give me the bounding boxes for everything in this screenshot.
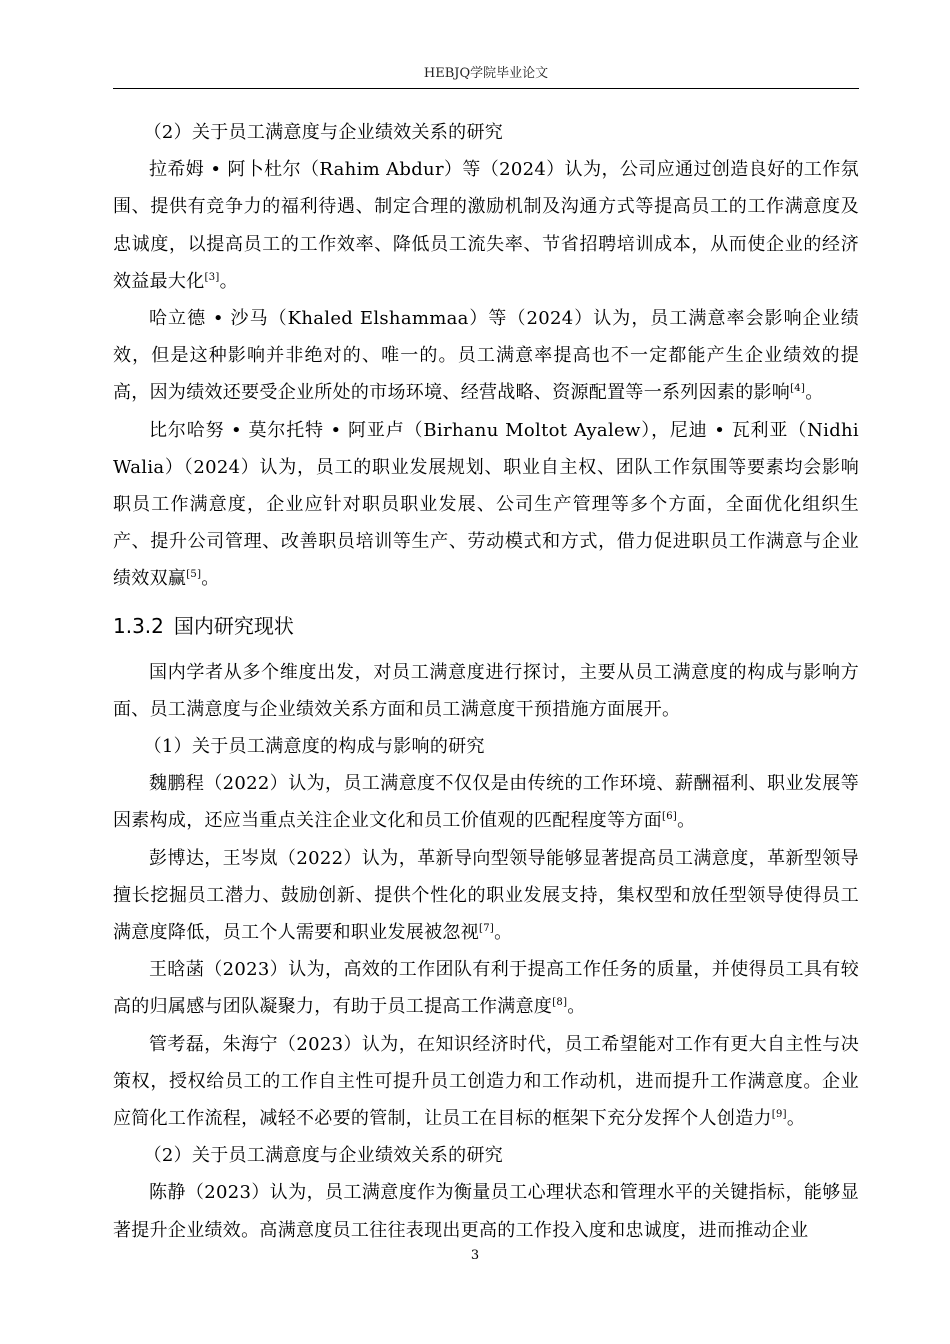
body-paragraph bbox=[113, 1026, 859, 1138]
paragraph-text: （2）关于员工满意度与企业绩效关系的研究 bbox=[143, 1145, 504, 1167]
paragraph-text: 拉希姆 • 阿卜杜尔（Rahim Abdur）等（2024）认为，公司应通过创造良好的工作氛围、提供有竞争力的福利待遇、制定合理的激励机制及沟通方式等提高员工的工作满意度及忠诚度，以提高员工的工作效率、降低员工流失率、节省招聘培训成本，从而使企业的经济效益最大化 bbox=[113, 159, 859, 292]
paragraph-text: 国内学者从多个维度出发，对员工满意度进行探讨，主要从员工满意度的构成与影响方面、员工满意度与企业绩效关系方面和员工满意度干预措施方面展开。 bbox=[113, 661, 859, 720]
paragraph-tail: 。 bbox=[677, 810, 696, 832]
paragraph-text: 陈静（2023）认为，员工满意度作为衡量员工心理状态和管理水平的关键指标，能够显著提升企业绩效。高满意度员工往往表现出更高的工作投入度和忠诚度，进而推动企业 bbox=[113, 1182, 859, 1241]
body-paragraph bbox=[113, 412, 859, 598]
paragraph-text: 比尔哈努 • 莫尔托特 • 阿亚卢（Birhanu Moltot Ayalew），尼迪 • 瓦利亚（Nidhi Walia）（2024）认为，员工的职业发展规划、职业自主权、团队工作氛围等要素均会影响职员工作满意度，企业应针对职员职业发展、公司生产管理等多个方面，全面优化组织生产、提升公司管理、改善职员培训等生产、劳动模式和方式，借力促进职员工作满意与企业绩效双赢 bbox=[113, 419, 859, 590]
paragraph-text: 管考磊，朱海宁（2023）认为，在知识经济时代，员工希望能对工作有更大自主性与决策权，授权给员工的工作自主性可提升员工创造力和工作动机，进而提升工作满意度。企业应简化工作流程，减轻不必要的管制，让员工在目标的框架下充分发挥个人创造力 bbox=[113, 1033, 859, 1130]
paragraph-text: （2）关于员工满意度与企业绩效关系的研究 bbox=[143, 122, 504, 143]
paragraph-text: 彭博达，王岑岚（2022）认为，革新导向型领导能够显著提高员工满意度，革新型领导擅长挖掘员工潜力、鼓励创新、提供个性化的职业发展支持，集权型和放任型领导使得员工满意度降低，员工个人需要和职业发展被忽视 bbox=[113, 847, 859, 944]
body-paragraph bbox=[113, 840, 859, 952]
paragraph-group-foreign-research bbox=[113, 114, 859, 598]
paragraph-tail: 。 bbox=[494, 922, 513, 944]
body-paragraph bbox=[113, 951, 859, 1025]
paragraph-tail: 。 bbox=[219, 270, 238, 292]
paragraph-group-domestic-research bbox=[113, 654, 859, 1249]
body-paragraph bbox=[113, 765, 859, 839]
body-paragraph bbox=[113, 300, 859, 412]
page-body bbox=[113, 114, 859, 1249]
citation-ref: [7] bbox=[479, 923, 495, 935]
paragraph-text: （1）关于员工满意度的构成与影响的研究 bbox=[143, 736, 485, 758]
section-title: 国内研究现状 bbox=[173, 613, 294, 638]
paragraph-tail: 。 bbox=[805, 382, 824, 404]
citation-ref: [5] bbox=[186, 569, 202, 581]
section-heading bbox=[113, 598, 859, 654]
citation-ref: [3] bbox=[204, 271, 220, 283]
citation-ref: [8] bbox=[552, 997, 568, 1009]
page-header: HEBJQ学院毕业论文 bbox=[423, 66, 549, 81]
subsection-heading bbox=[113, 114, 859, 151]
body-paragraph bbox=[113, 654, 859, 728]
subsection-heading bbox=[113, 1137, 859, 1174]
body-paragraph bbox=[113, 1174, 859, 1248]
paragraph-tail: 。 bbox=[567, 996, 586, 1018]
body-paragraph bbox=[113, 151, 859, 300]
paragraph-text: 魏鹏程（2022）认为，员工满意度不仅仅是由传统的工作环境、薪酬福利、职业发展等因素构成，还应当重点关注企业文化和员工价值观的匹配程度等方面 bbox=[113, 773, 859, 832]
page-number: 3 bbox=[470, 1248, 480, 1263]
citation-ref: [9] bbox=[771, 1109, 787, 1121]
header-rule bbox=[113, 88, 859, 89]
section-number: 1.3.2 bbox=[113, 613, 164, 638]
paragraph-tail: 。 bbox=[201, 568, 220, 590]
paragraph-text: 哈立德 • 沙马（Khaled Elshammaa）等（2024）认为，员工满意率会影响企业绩效，但是这种影响并非绝对的、唯一的。员工满意率提高也不一定都能产生企业绩效的提高，因为绩效还要受企业所处的市场环境、经营战略、资源配置等一系列因素的影响 bbox=[113, 308, 859, 404]
citation-ref: [4] bbox=[790, 383, 806, 395]
paragraph-tail: 。 bbox=[786, 1108, 806, 1130]
paragraph-text: 王晗菡（2023）认为，高效的工作团队有利于提高工作任务的质量，并使得员工具有较高的归属感与团队凝聚力，有助于员工提高工作满意度 bbox=[113, 959, 859, 1018]
subsection-heading bbox=[113, 728, 859, 765]
citation-ref: [6] bbox=[662, 811, 678, 823]
